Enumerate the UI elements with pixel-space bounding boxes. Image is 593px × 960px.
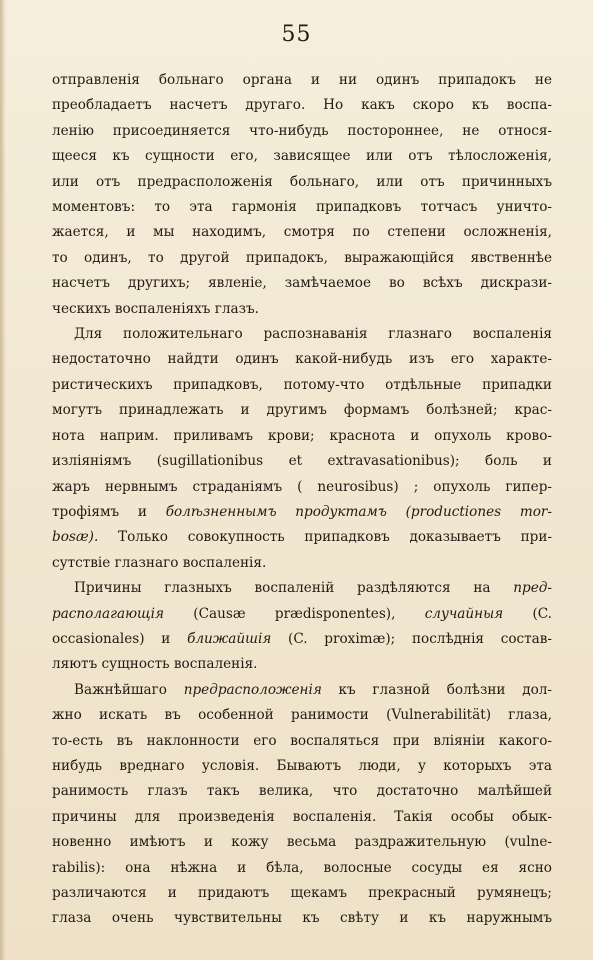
italic-term: пред- [513,580,552,597]
text-line: ческихъ воспаленіяхъ глазъ. [52,300,259,317]
text-line: rabilis): она нѣжна и бѣла, волосные сосуды ея ясно [52,859,552,876]
italic-term: располагающія [52,605,165,622]
text-line: сутствіе глазнаго воспаленія. [52,554,267,571]
page-text [52,68,552,932]
text-line: новенно имѣютъ и кожу весьма раздражительную (vulne- [52,834,552,851]
text-line: ленію присоединяется что-нибудь постороннее, не относя- [52,122,552,139]
text-line: ранимость глазъ такъ велика, что достаточно малѣйшей [52,783,552,800]
text-line: bosæ). Только совокупность припадковъ доказываетъ при- [52,529,552,546]
text-line: изліяніямъ (sugillationibus et extravasationibus); боль и [52,453,552,470]
italic-term: болѣзненнымъ продуктамъ (productiones mor- [165,503,552,520]
paragraph-4 [52,678,552,932]
text-line: occasionales) и ближайшія (C. proximæ); послѣднія состав- [52,630,552,647]
text-line: Важнѣйшаго предрасположенія къ глазной болѣзни дол- [74,681,552,698]
text-line: могутъ принадлежать и другимъ формамъ болѣзней; крас- [52,402,552,419]
text-line: причины для произведенія воспаленія. Такія особы обык- [52,808,552,825]
italic-term: ближайшія [187,630,272,647]
text-line: щееся къ сущности его, зависящее или отъ тѣлосложенія, [52,148,552,165]
text-line: жаръ нервнымъ страданіямъ ( neurosibus) ; опухоль гипер- [52,478,552,495]
page-number: 55 [281,22,312,47]
text-line: ристическихъ припадковъ, потому-что отдѣльные припадки [52,376,552,393]
text-line: или отъ предрасположенія больнаго, или отъ причинныхъ [52,173,552,190]
text-line: то одинъ, то другой припадокъ, выражающійся явственнѣе [52,249,552,266]
text-line: глаза очень чувствительны къ свѣту и къ наружнымъ [52,910,552,927]
paragraph-3 [52,576,552,678]
paragraph-1 [52,68,552,322]
text-line: располагающія (Causæ prædisponentes), случайныя (C. [52,605,552,622]
page-edge-shadow [0,0,6,960]
italic-term: случайныя [424,605,504,622]
text-line: то-есть въ наклонности его воспаляться при вліяніи какого- [52,732,552,749]
text-line: преобладаетъ насчетъ другаго. Но какъ скоро къ воспа- [52,97,552,114]
text-line: жно искать въ особенной ранимости (Vulnerabilität) глаза, [52,707,552,724]
text-line: нота наприм. приливамъ крови; краснота и опухоль крово- [52,427,552,444]
italic-term: bosæ). [52,529,99,546]
text-line: ляютъ сущность воспаленія. [52,656,258,673]
text-line: моментовъ: то эта гармонія припадковъ тотчасъ уничто- [52,199,552,216]
italic-term: предрасположенія [183,681,322,698]
text-line: Причины глазныхъ воспаленій раздѣляются на пред- [74,580,552,597]
text-line: насчетъ другихъ; явленіе, замѣчаемое во всѣхъ дискрази- [52,275,552,292]
text-line: недостаточно найдти одинъ какой-нибудь изъ его характе- [52,351,552,368]
text-line: жается, и мы находимъ, смотря по степени осложненія, [52,224,552,241]
text-line: различаются и придаютъ щекамъ прекрасный румянецъ; [52,885,552,901]
text-line: нибудь вреднаго условія. Бываютъ люди, у которыхъ эта [52,757,552,774]
text-line: трофіямъ и болѣзненнымъ продуктамъ (productiones mor- [52,503,552,520]
text-line: Для положительнаго распознаванія глазнаго воспаленія [74,326,552,343]
text-line: отправленія больнаго органа и ни одинъ припадокъ не [52,72,552,88]
paragraph-2 [52,322,552,576]
